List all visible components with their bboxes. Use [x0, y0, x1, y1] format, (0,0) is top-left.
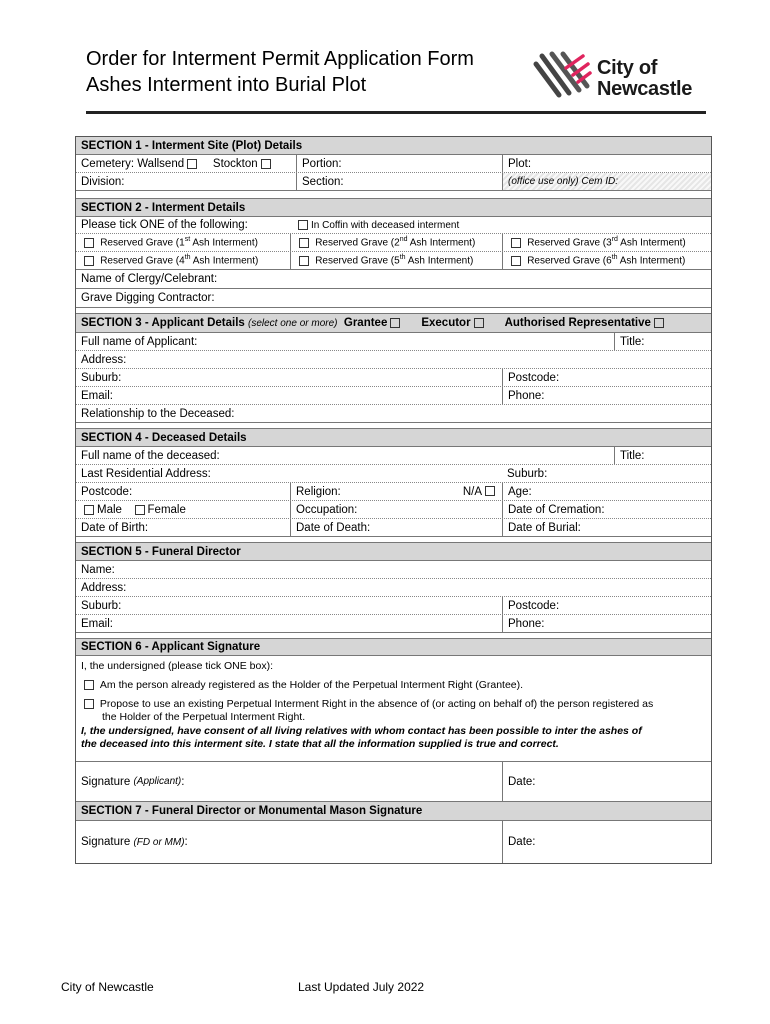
deceased-postcode-label: Postcode: [81, 485, 133, 498]
burial-date-field[interactable] [502, 519, 711, 536]
applicant-signature-date-label: Date: [508, 775, 536, 788]
grave-6th-checkbox[interactable] [511, 256, 521, 266]
tick-instruction: Please tick ONE of the following: [81, 219, 248, 231]
fd-signature-date-label: Date: [508, 836, 536, 848]
applicant-email-row [76, 387, 711, 405]
title-line-2: Ashes Interment into Burial Plot [86, 74, 367, 96]
applicant-phone-field[interactable] [502, 387, 711, 404]
section-2-row-grave-2 [76, 252, 711, 270]
coffin-label: In Coffin with deceased interment [311, 219, 460, 231]
grave-4th-option[interactable] [76, 252, 290, 269]
applicant-address-label: Address: [81, 353, 127, 366]
consent-statement-line-2: the deceased into this interment site. I state that all the information supplied is true and correct. [81, 738, 559, 750]
fd-email-label: Email: [81, 617, 113, 630]
declaration-block [76, 656, 711, 762]
title-line-1: Order for Interment Permit Application Form [86, 48, 474, 70]
section-2-row-tick [76, 217, 711, 234]
fd-email-row [76, 615, 711, 633]
occupation-field[interactable] [290, 501, 502, 518]
wallsend-checkbox[interactable] [187, 159, 197, 169]
office-use-field [502, 173, 711, 190]
grave-3rd-label: Reserved Grave (3rd Ash Interment) [527, 236, 686, 249]
cemetery-field [76, 155, 296, 172]
document-title [86, 46, 474, 98]
female-label: Female [147, 503, 186, 516]
stockton-checkbox[interactable] [261, 159, 271, 169]
grave-5th-label: Reserved Grave (5th Ash Interment) [315, 254, 474, 267]
deceased-title-label: Title: [620, 449, 645, 462]
coffin-checkbox[interactable] [298, 220, 308, 230]
applicant-suburb-field[interactable] [76, 369, 502, 386]
grantee-checkbox[interactable] [390, 318, 400, 328]
stockton-label: Stockton [212, 157, 258, 170]
applicant-name-label: Full name of Applicant: [81, 335, 198, 348]
wallsend-label: Wallsend [137, 157, 185, 170]
section-7-title: SECTION 7 - Funeral Director or Monumental Mason Signature [81, 805, 423, 817]
age-label: Age: [508, 485, 532, 498]
occupation-label: Occupation: [296, 503, 358, 516]
portion-field[interactable] [296, 155, 502, 172]
fd-name-row[interactable] [76, 561, 711, 579]
deceased-postcode-row [76, 483, 711, 501]
coffin-option[interactable] [290, 217, 711, 233]
logo-line-2: Newcastle [597, 78, 693, 100]
male-checkbox[interactable] [84, 505, 94, 515]
fd-name-label: Name: [81, 563, 115, 576]
age-field[interactable] [502, 483, 711, 500]
grave-2nd-option[interactable] [290, 234, 502, 251]
applicant-suburb-label: Suburb: [81, 371, 122, 384]
grave-1st-option[interactable] [76, 234, 290, 251]
applicant-signature-date-field[interactable] [502, 762, 711, 801]
applicant-signature-row [76, 762, 711, 802]
applicant-email-field[interactable] [76, 387, 502, 404]
religion-label: Religion: [296, 485, 341, 498]
dod-label: Date of Death: [296, 521, 371, 534]
relationship-row[interactable] [76, 405, 711, 423]
section-3-header [76, 314, 711, 333]
cemetery-label: Cemetery: [81, 157, 135, 170]
division-field[interactable] [76, 173, 296, 190]
fd-phone-field[interactable] [502, 615, 711, 632]
applicant-name-row [76, 333, 711, 351]
clergy-row[interactable] [76, 270, 711, 289]
grave-4th-label: Reserved Grave (4th Ash Interment) [100, 254, 259, 267]
section-4-header [76, 429, 711, 447]
deceased-suburb-field[interactable] [502, 465, 711, 482]
applicant-suburb-row [76, 369, 711, 387]
section-label: Section: [302, 175, 344, 188]
footer-last-updated: Last Updated July 2022 [298, 980, 425, 994]
section-2-title: SECTION 2 - Interment Details [81, 201, 246, 214]
grave-1st-checkbox[interactable] [84, 238, 94, 248]
footer-organisation: City of Newcastle [61, 980, 154, 994]
applicant-address-row[interactable] [76, 351, 711, 369]
dod-field[interactable] [290, 519, 502, 536]
applicant-signature-label: Signature [81, 775, 131, 788]
grave-6th-option[interactable] [502, 252, 711, 269]
deceased-postcode-field[interactable] [76, 483, 290, 500]
female-checkbox[interactable] [135, 505, 145, 515]
burial-date-label: Date of Burial: [508, 521, 581, 534]
applicant-name-field[interactable] [76, 333, 614, 350]
last-address-field[interactable] [76, 465, 502, 482]
fd-signature-row [76, 821, 711, 864]
dob-label: Date of Birth: [81, 521, 149, 534]
division-label: Division: [81, 175, 125, 188]
grantee-declaration-label: Am the person already registered as the Holder of the Perpetual Interment Right (Grantee). [99, 679, 524, 691]
executor-label: Executor [421, 317, 471, 329]
deceased-name-label: Full name of the deceased: [81, 449, 220, 462]
digging-contractor-row[interactable] [76, 289, 711, 308]
fd-address-row[interactable] [76, 579, 711, 597]
fd-suburb-label: Suburb: [81, 599, 122, 612]
applicant-title-label: Title: [620, 335, 645, 348]
fd-signature-date-field[interactable] [502, 821, 711, 863]
gender-field [76, 501, 290, 518]
section-2-header [76, 199, 711, 217]
grave-5th-option[interactable] [290, 252, 502, 269]
dob-field[interactable] [76, 519, 290, 536]
proxy-declaration-label: Propose to use an existing Perpetual Interment Right in the absence of (or acting on behalf of) the person registered as [99, 698, 654, 710]
section-1-row-division [76, 173, 711, 191]
religion-field[interactable] [290, 483, 502, 500]
fd-signature-who: (FD or MM) [133, 836, 185, 848]
religion-na-checkbox[interactable] [485, 486, 495, 496]
last-address-row [76, 465, 711, 483]
section-1-title: SECTION 1 - Interment Site (Plot) Details [81, 139, 303, 152]
male-label: Male [97, 503, 122, 516]
fd-signature-label: Signature [81, 836, 131, 848]
fd-address-label: Address: [81, 581, 127, 594]
grave-5th-checkbox[interactable] [299, 256, 309, 266]
portion-label: Portion: [302, 157, 342, 170]
section-6-title: SECTION 6 - Applicant Signature [81, 641, 261, 653]
cremation-date-label: Date of Cremation: [508, 503, 605, 516]
grave-3rd-option[interactable] [502, 234, 711, 251]
applicant-email-label: Email: [81, 389, 113, 402]
plot-field[interactable] [502, 155, 711, 172]
section-2-row-grave-1 [76, 234, 711, 252]
dates-row [76, 519, 711, 537]
applicant-title-field[interactable] [614, 333, 711, 350]
logo-text [597, 58, 692, 100]
logo-line-1: City of [597, 57, 658, 79]
consent-statement-line-1: I, the undersigned, have consent of all living relatives with whom contact has been possible to inter the ashes of [81, 725, 642, 737]
applicant-phone-label: Phone: [508, 389, 545, 402]
proxy-declaration-checkbox[interactable] [84, 699, 94, 709]
section-7-header [76, 802, 711, 821]
fd-suburb-row [76, 597, 711, 615]
section-3-title-cell [76, 314, 711, 332]
digging-contractor-label: Grave Digging Contractor: [81, 292, 215, 304]
plot-label: Plot: [508, 157, 532, 170]
deceased-name-row [76, 447, 711, 465]
section-1-row-cemetery [76, 155, 711, 173]
office-use-label: (office use only) Cem ID: [508, 176, 619, 187]
section-5-header [76, 543, 711, 561]
gender-row [76, 501, 711, 519]
grantee-declaration-option[interactable] [81, 677, 523, 693]
section-4-title: SECTION 4 - Deceased Details [81, 431, 247, 444]
proxy-declaration-label-cont: the Holder of the Perpetual Interment Right. [102, 711, 306, 723]
fd-signature-field[interactable]: Signature (FD or MM) : [81, 836, 188, 848]
section-6-header [76, 639, 711, 656]
application-form [75, 136, 712, 864]
clergy-label: Name of Clergy/Celebrant: [81, 273, 218, 285]
religion-na-option[interactable] [463, 486, 498, 498]
applicant-signature-field[interactable]: Signature (Applicant) : [81, 775, 185, 788]
section-5-title: SECTION 5 - Funeral Director [81, 545, 241, 558]
fd-email-field[interactable] [76, 615, 502, 632]
fd-phone-label: Phone: [508, 617, 545, 630]
fd-postcode-field[interactable] [502, 597, 711, 614]
declaration-intro: I, the undersigned (please tick ONE box): [81, 660, 274, 672]
fd-postcode-label: Postcode: [508, 599, 560, 612]
authorised-checkbox[interactable] [654, 318, 664, 328]
grave-2nd-label: Reserved Grave (2nd Ash Interment) [315, 236, 476, 249]
religion-na-label: N/A [462, 485, 482, 498]
last-address-label: Last Residential Address: [81, 467, 211, 480]
fd-suburb-field[interactable] [76, 597, 502, 614]
deceased-title-field[interactable] [614, 447, 711, 464]
title-divider [86, 111, 706, 114]
section-3-title: SECTION 3 - Applicant Details [81, 317, 245, 329]
deceased-suburb-label: Suburb: [507, 467, 548, 480]
grave-3rd-checkbox[interactable] [511, 238, 521, 248]
select-hint: (select one or more) [248, 317, 338, 329]
relationship-label: Relationship to the Deceased: [81, 407, 235, 420]
applicant-postcode-field[interactable] [502, 369, 711, 386]
grave-1st-label: Reserved Grave (1st Ash Interment) [100, 236, 258, 249]
grave-6th-label: Reserved Grave (6th Ash Interment) [527, 254, 686, 267]
section-1-header [76, 137, 711, 155]
applicant-signature-who: (Applicant) [133, 776, 182, 787]
applicant-postcode-label: Postcode: [508, 371, 560, 384]
authorised-label: Authorised Representative [504, 317, 651, 329]
section-spacer [76, 191, 711, 199]
executor-checkbox[interactable] [474, 318, 484, 328]
cremation-date-field[interactable] [502, 501, 711, 518]
grantee-declaration-checkbox[interactable] [84, 680, 94, 690]
section-field[interactable] [296, 173, 502, 190]
grantee-label: Grantee [343, 317, 388, 329]
deceased-name-field[interactable] [76, 447, 614, 464]
grave-4th-checkbox[interactable] [84, 256, 94, 266]
grave-2nd-checkbox[interactable] [299, 238, 309, 248]
